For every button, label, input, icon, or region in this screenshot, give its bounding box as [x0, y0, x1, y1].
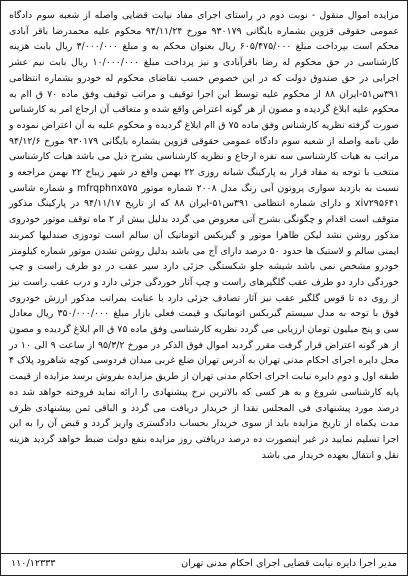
notice-footer: [11, 555, 397, 573]
notice-body-text: مزایده اموال منقول - نوبت دوم در راستای اجرای مفاد نیابت قضایی واصله از شعبه سوم دادگاه عمومی حقوقی قزوین بشماره بایگانی ۹۳۰۱۷۹ مورخ ۹۴/۱۱/۲۴ محکوم علیه محمدرضا باقر آبادی محکم است بپرداخت مبلغ ۶۰۵/۴۷۵/۰۰۰ ریال بعنوان محکم به و مبلغ ۳/۰۰۰/۰۰۰ ریال بابت هزینه کارشناسی در حق محکوم له رضا باقرآبادی و نیز پرداخت مبلغ ۱۰/۰۰۰/۰۰۰ ریال بابت نیم عشر اجرایی در حق صندوق دولت که در این خصوص حسب تقاضای محکوم له خودرو بشماره انتظامی ۳۹۱س۵۱-ایران ۸۸ از محکوم علیه توسط این اجرا توقیف و مراتب توقیف وفق ماده ۷۰ ق اام به محکوم علیه ابلاغ گردیده و مصون از هر گونه اعتراض واقع شده و متعاقب آن ارجاع امر به کارشناس صورت گرفته نظریه کارشناس وفق ماده ۷۵ ق اام ابلاغ گردیده و محکوم علیه به آن اعتراض نموده و طی نامه واصله از شعبه سوم دادگاه عمومی حقوقی قزوین بشماره بایگانی ۹۳۰۱۷۹ مورخ ۹۴/۱۲/۶ مراتب به هیات کارشناسی سه نفره ارجاع و نظریه کارشناسی بشرح ذیل می باشد هیات کارشناسی منتخب با توجه به مفاد قرار به پارکینگ شبانه روزی ۲۲ بهمن واقع در شهر زیباخ ۲۲ بهمن مراجعه و نسبت به بازدید سواری پروتون آبی رنگ مدل ۲۰۰۸ شماره موتور mfrqphnx۵۷۵ و شماره شاسی xiv۲۹۵۶۴۱ و دارای شماره انتظامی ۳۹۱س۵۱-ایران ۸۸ که از تاریخ ۹۴/۱۱/۱۷ در پارکینگ مذکور متوقف است اقدام و چگونگی بشرح آتی معروض می گردد بدلیل بیش از ۲ ماه توقف موتور خودروی مذکور روشن نشد لیکن ظاهرا موتور و گیربکس اتوماتیک آن سالم است تودوزی صندلیها کمربند ایمنی سالم و لاستیک ها حدود ۵۰ درصد دارای آج می باشد بدلیل روشن نشدن موتور شماره کیلومتر خودرو مشخص نمی باشد شیشه جلو شکستگی جزئی دارد سپر عقب در دو طرف راست و چپ خوردگی دارد دو طرف عقب گلگیرهای راست و چپ آثار خوردگی جزئی دارد و درب عقب راست نیز از روی ده تا قوس گلگیر عقب نیز آثار تصادف جزئی دارد با عنایت بمراتب مذکور ارزش خودروی فوق با توجه به مدل سیستم گیربکس اتوماتیک و قیمت فعلی بازار مبلغ ۳۵۰/۰۰۰/۰۰۰ ریال معادل سی و پنج میلیون تومان ارزیابی می گردد نظریه کارشناسی وفق ماده ۷۵ ق اام ابلاغ گردیده و مصون از هر گونه اعتراض قرار گرفت مقرر گردید اموال فوق الذکر در مورخ ۹۵/۳/۲ از ساعت ۹ الی ۱۰ در محل دایره اجرای احکام مدنی تهران به آدرس تهران ضلع غربی میدان فردوسی کوچه شاهرود پلاک ۴ طبقه اول و دوم دایره نیابت اجرای احکام مدنی تهران از طریق مزایده بفروش برسد مزایده از قیمت پایه کارشناسی شروع و به هر کسی که بالاترین نرخ پیشنهادی را ارائه نماید فروخته خواهد شد ده درصد مورد پیشنهادی فی المجلس نقدا از خریدار دریافت می گردد و الباقی ثمن پیشنهادی ظرف مدت یکماه از تاریخ مزایده باید از سوی خریدار بحساب دادگستری واریز گردد و قبض آن را به این اجرا تسلیم نمایید در غیر اینصورت ده درصد دریافتی روز مزایده بنفع دولت ضبط خواهد گردید هزینه نقل و انتقال بعهده خریدار می باشد: [9, 10, 400, 461]
notice-code: ۱۱۰/۱۲۳۳۳: [11, 558, 56, 570]
footer-divider: [1, 553, 407, 554]
issuer-signature: مدیر اجرا دایره نیابت قضایی اجرای احکام مدنی تهران: [181, 558, 397, 570]
